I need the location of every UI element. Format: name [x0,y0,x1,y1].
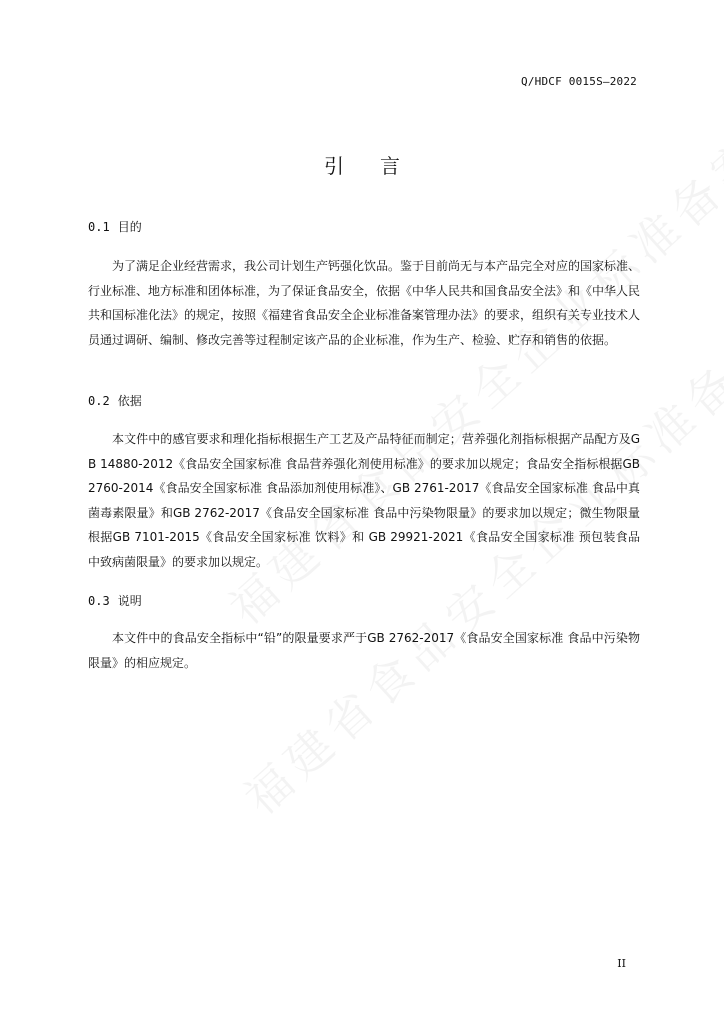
section-number: 0.3 [88,594,110,608]
section-number: 0.2 [88,394,110,408]
section-paragraph: 本文件中的感官要求和理化指标根据生产工艺及产品特征而制定；营养强化剂指标根据产品配方及GB 14880-2012《食品安全国家标准 食品营养强化剂使用标准》的要求加以规定；食品安全指标根据GB 2760-2014《食品安全国家标准 食品添加剂使用标准》、GB 2761-2017《食品安全国家标准 食品中真菌毒素限量》和GB 2762-2017《食品安全国家标准 食品中污染物限量》的要求加以规定；微生物限量根据GB 7101-2015《食品安全国家标准 饮料》和 GB 29921-2021《食品安全国家标准 预包装食品中致病菌限量》的要求加以规定。 [88,432,640,569]
section-paragraph: 本文件中的食品安全指标中“铅”的限量要求严于GB 2762-2017《食品安全国家标准 食品中污染物限量》的相应规定。 [88,631,640,670]
page-title: 引言 [324,154,436,178]
section-heading [88,218,142,235]
section-heading [88,592,142,609]
document-code: Q/HDCF 0015S—2022 [521,75,637,88]
section-title: 依据 [117,394,142,408]
section-heading [88,392,142,409]
section-paragraph: 为了满足企业经营需求，我公司计划生产钙强化饮品。鉴于目前尚无与本产品完全对应的国家标准、行业标准、地方标准和团体标准，为了保证食品安全，依据《中华人民共和国食品安全法》和《中华人民共和国标准化法》的规定，按照《福建省食品安全企业标准备案管理办法》的要求，组织有关专业技术人员通过调研、编制、修改完善等过程制定该产品的企业标准，作为生产、检验、贮存和销售的依据。 [88,259,641,347]
section-title: 目的 [117,220,142,234]
page-number: II [617,957,626,970]
section-title: 说明 [117,594,142,608]
section-number: 0.1 [88,220,110,234]
